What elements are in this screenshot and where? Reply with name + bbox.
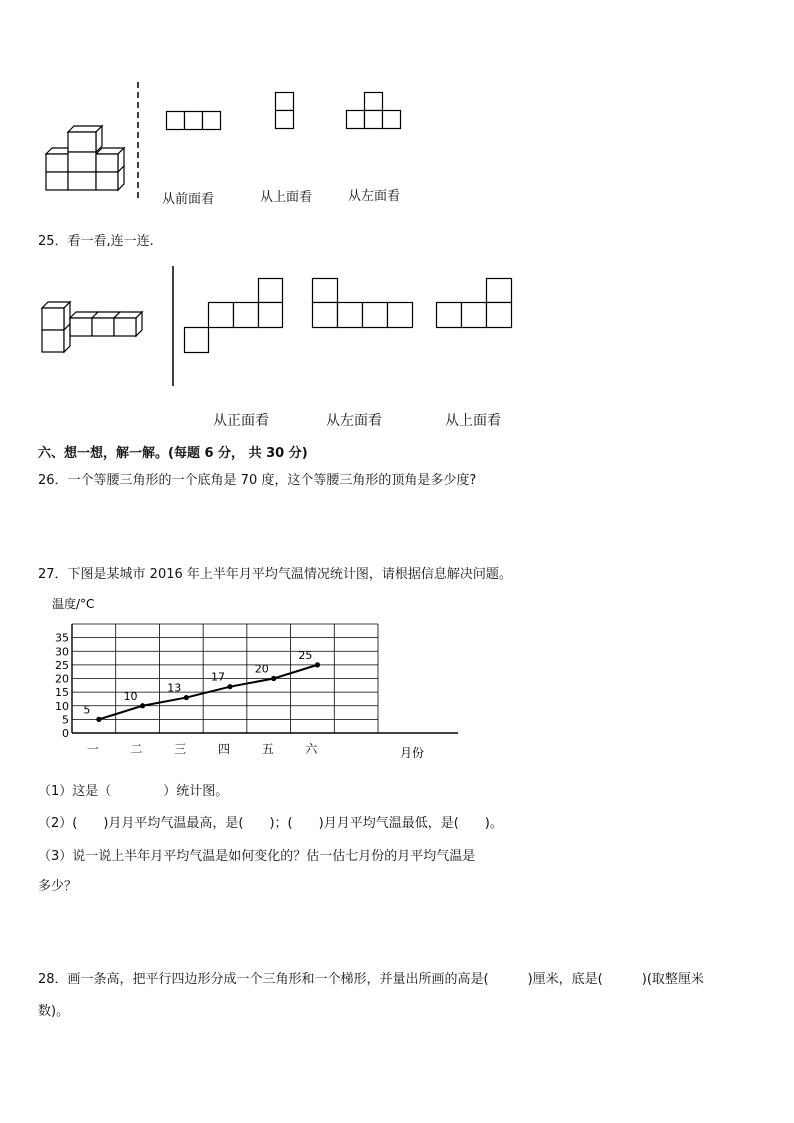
q27-sub1: （1）这是（ ）统计图。 (38, 784, 229, 799)
chart-ylabel: 温度/°C (52, 597, 95, 611)
section-6-title: 六、想一想，解一解。(每题 6 分， 共 30 分) (38, 446, 308, 461)
q27-text: 27．下图是某城市 2016 年上半年月平均气温情况统计图，请根据信息解决问题。 (38, 567, 512, 582)
q25-view-c (436, 278, 514, 330)
x-tick-label: 三 (174, 742, 187, 756)
q25-label-top: 从上面看 (445, 413, 501, 429)
data-point (271, 676, 276, 681)
x-tick-label: 二 (130, 742, 143, 756)
q28-line2: 数)。 (38, 1004, 70, 1019)
data-label: 17 (211, 670, 225, 684)
q24-label-front: 从前面看 (162, 192, 215, 207)
x-tick-label: 四 (217, 742, 231, 756)
q25-label-left: 从左面看 (326, 413, 382, 429)
q25-solid-divider (171, 266, 175, 386)
y-tick-label: 35 (55, 631, 69, 645)
q24-cube-stack-figure (40, 126, 130, 192)
y-tick-label: 0 (62, 727, 69, 740)
data-label: 13 (167, 681, 182, 695)
q24-dashed-divider (136, 82, 140, 202)
data-point (227, 684, 232, 689)
data-point (184, 695, 189, 700)
y-tick-label: 15 (55, 686, 69, 700)
data-label: 25 (298, 648, 313, 662)
q24-label-left: 从左面看 (348, 189, 401, 204)
x-tick-label: 六 (305, 742, 318, 756)
x-tick-label: 五 (261, 742, 274, 756)
q28-line1: 28．画一条高，把平行四边形分成一个三角形和一个梯形，并量出所画的高是( )厘米，底是( )(取整厘米 (38, 972, 704, 987)
y-tick-label: 25 (55, 658, 69, 672)
y-tick-label: 5 (62, 713, 69, 727)
q25-view-a (184, 278, 284, 356)
q25-title: 25．看一看,连一连. (38, 234, 154, 249)
data-label: 20 (254, 662, 269, 676)
q27-sub2: （2）( )月月平均气温最高，是( )；( )月月平均气温最低，是( )。 (38, 816, 503, 831)
chart-xlabel: 月份 (400, 746, 425, 760)
q25-label-front: 从正面看 (213, 413, 269, 429)
y-tick-label: 10 (55, 699, 69, 713)
data-point (140, 703, 145, 708)
q27-sub3-line1: （3）说一说上半年月平均气温是如何变化的？估一估七月份的月平均气温是 (38, 849, 476, 864)
y-tick-label: 30 (55, 645, 69, 659)
data-point (96, 717, 101, 722)
q27-sub3-line2: 多少？ (38, 879, 78, 894)
q24-view-front (166, 111, 222, 131)
temperature-line-chart (40, 592, 470, 768)
q24-view-left (346, 92, 402, 132)
q24-view-top (275, 92, 295, 132)
x-tick-label: 一 (86, 742, 99, 756)
data-label: 5 (83, 703, 91, 717)
q25-view-b (312, 278, 414, 330)
q25-cube-row-figure (42, 300, 156, 356)
data-label: 10 (123, 689, 138, 703)
data-point (315, 662, 320, 667)
q26-text: 26．一个等腰三角形的一个底角是 70 度，这个等腰三角形的顶角是多少度? (38, 473, 477, 488)
q24-label-top: 从上面看 (260, 190, 313, 205)
y-tick-label: 20 (55, 672, 69, 686)
